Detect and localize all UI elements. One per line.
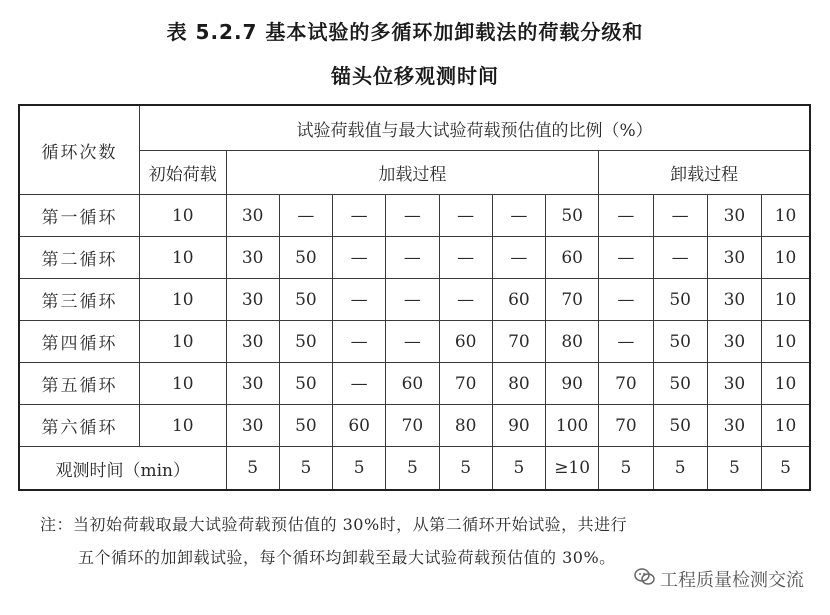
table-cell: 30 — [707, 195, 761, 237]
table-cell: — — [599, 279, 653, 321]
table-cell: 30 — [226, 237, 279, 279]
table-cell: 30 — [226, 405, 279, 447]
table-row — [19, 237, 810, 279]
row-label: 第三循环 — [19, 279, 140, 321]
table-cell: 30 — [226, 279, 279, 321]
table-cell: — — [386, 279, 439, 321]
table-cell: — — [599, 195, 653, 237]
table-cell: 70 — [599, 363, 653, 405]
table-cell: 5 — [439, 447, 492, 491]
table-cell: 30 — [707, 405, 761, 447]
table-cell: 70 — [439, 363, 492, 405]
table-cell: — — [279, 195, 332, 237]
load-schedule-table — [18, 104, 811, 491]
table-cell: — — [386, 237, 439, 279]
table-cell: 50 — [653, 405, 707, 447]
table-cell: 5 — [226, 447, 279, 491]
initial-load-header: 初始荷载 — [140, 151, 226, 195]
table-cell: 60 — [546, 237, 599, 279]
table-cell: 100 — [546, 405, 599, 447]
table-cell: 50 — [279, 321, 332, 363]
table-cell: 50 — [653, 363, 707, 405]
row-label: 第六循环 — [19, 405, 140, 447]
table-cell: 80 — [546, 321, 599, 363]
ratio-header: 试验荷载值与最大试验荷载预估值的比例（%） — [140, 105, 810, 151]
table-cell: 30 — [707, 237, 761, 279]
row-label: 第五循环 — [19, 363, 140, 405]
table-cell: 10 — [140, 237, 226, 279]
table-cell: 5 — [279, 447, 332, 491]
table-cell: 30 — [707, 279, 761, 321]
table-cell: 5 — [653, 447, 707, 491]
table-cell: 30 — [226, 195, 279, 237]
table-row — [19, 363, 810, 405]
table-cell: 70 — [492, 321, 545, 363]
table-cell: 50 — [279, 237, 332, 279]
table-cell: — — [333, 279, 386, 321]
table-cell: 60 — [492, 279, 545, 321]
table-cell: 60 — [333, 405, 386, 447]
watermark-text: 工程质量检测交流 — [660, 570, 804, 591]
observation-time-row — [19, 447, 810, 491]
table-cell: 10 — [762, 405, 810, 447]
table-cell: — — [333, 195, 386, 237]
table-cell: 30 — [226, 363, 279, 405]
table-cell: 5 — [599, 447, 653, 491]
table-cell: 10 — [140, 279, 226, 321]
table-cell: 10 — [140, 405, 226, 447]
table-cell: — — [653, 195, 707, 237]
table-cell: — — [386, 195, 439, 237]
table-cell: 10 — [140, 195, 226, 237]
table-cell: 80 — [492, 363, 545, 405]
table-cell: 90 — [492, 405, 545, 447]
table-cell: — — [333, 321, 386, 363]
table-cell: 10 — [762, 237, 810, 279]
unloading-header: 卸载过程 — [599, 151, 810, 195]
table-cell: — — [333, 237, 386, 279]
table-cell: 50 — [653, 321, 707, 363]
table-cell: 10 — [762, 195, 810, 237]
table-cell: 50 — [279, 279, 332, 321]
wechat-icon — [634, 567, 660, 592]
table-cell: 30 — [707, 363, 761, 405]
table-cell: 10 — [762, 279, 810, 321]
table-cell: 60 — [439, 321, 492, 363]
table-cell: 60 — [386, 363, 439, 405]
table-row — [19, 195, 810, 237]
row-label: 第四循环 — [19, 321, 140, 363]
loading-header: 加载过程 — [226, 151, 599, 195]
table-cell: 50 — [279, 405, 332, 447]
table-cell: 70 — [546, 279, 599, 321]
table-title-line2: 锚头位移观测时间 — [331, 64, 499, 88]
table-cell: 5 — [707, 447, 761, 491]
table-cell: 30 — [707, 321, 761, 363]
table-cell: — — [599, 237, 653, 279]
table-cell: — — [386, 321, 439, 363]
table-cell: — — [439, 279, 492, 321]
table-cell: 10 — [140, 363, 226, 405]
table-cell: 10 — [140, 321, 226, 363]
table-cell: 70 — [386, 405, 439, 447]
table-cell: — — [599, 321, 653, 363]
observation-time-label: 观测时间（min） — [19, 447, 226, 491]
table-cell: — — [333, 363, 386, 405]
table-row — [19, 321, 810, 363]
table-cell: 30 — [226, 321, 279, 363]
table-cell: — — [492, 237, 545, 279]
table-cell: 10 — [762, 363, 810, 405]
table-cell: — — [439, 237, 492, 279]
table-cell: 50 — [546, 195, 599, 237]
table-cell: 70 — [599, 405, 653, 447]
table-cell: — — [653, 237, 707, 279]
corner-header: 循环次数 — [19, 105, 140, 195]
table-cell: — — [492, 195, 545, 237]
table-cell: 50 — [653, 279, 707, 321]
table-cell: 80 — [439, 405, 492, 447]
table-row — [19, 405, 810, 447]
table-cell: 5 — [762, 447, 810, 491]
table-title-line1: 表 5.2.7 基本试验的多循环加卸载法的荷载分级和 — [166, 20, 644, 44]
table-cell: 90 — [546, 363, 599, 405]
table-row — [19, 279, 810, 321]
row-label: 第一循环 — [19, 195, 140, 237]
table-cell: 5 — [492, 447, 545, 491]
table-cell: 50 — [279, 363, 332, 405]
table-cell: — — [439, 195, 492, 237]
table-cell: ≥10 — [546, 447, 599, 491]
table-cell: 5 — [386, 447, 439, 491]
table-cell: 10 — [762, 321, 810, 363]
table-cell: 5 — [333, 447, 386, 491]
table-note-line2: 五个循环的加卸载试验，每个循环均卸载至最大试验荷载预估值的 30%。 — [78, 548, 616, 567]
row-label: 第二循环 — [19, 237, 140, 279]
table-note-line1: 注：当初始荷载取最大试验荷载预估值的 30%时，从第二循环开始试验，共进行 — [40, 515, 628, 534]
watermark — [634, 566, 804, 592]
